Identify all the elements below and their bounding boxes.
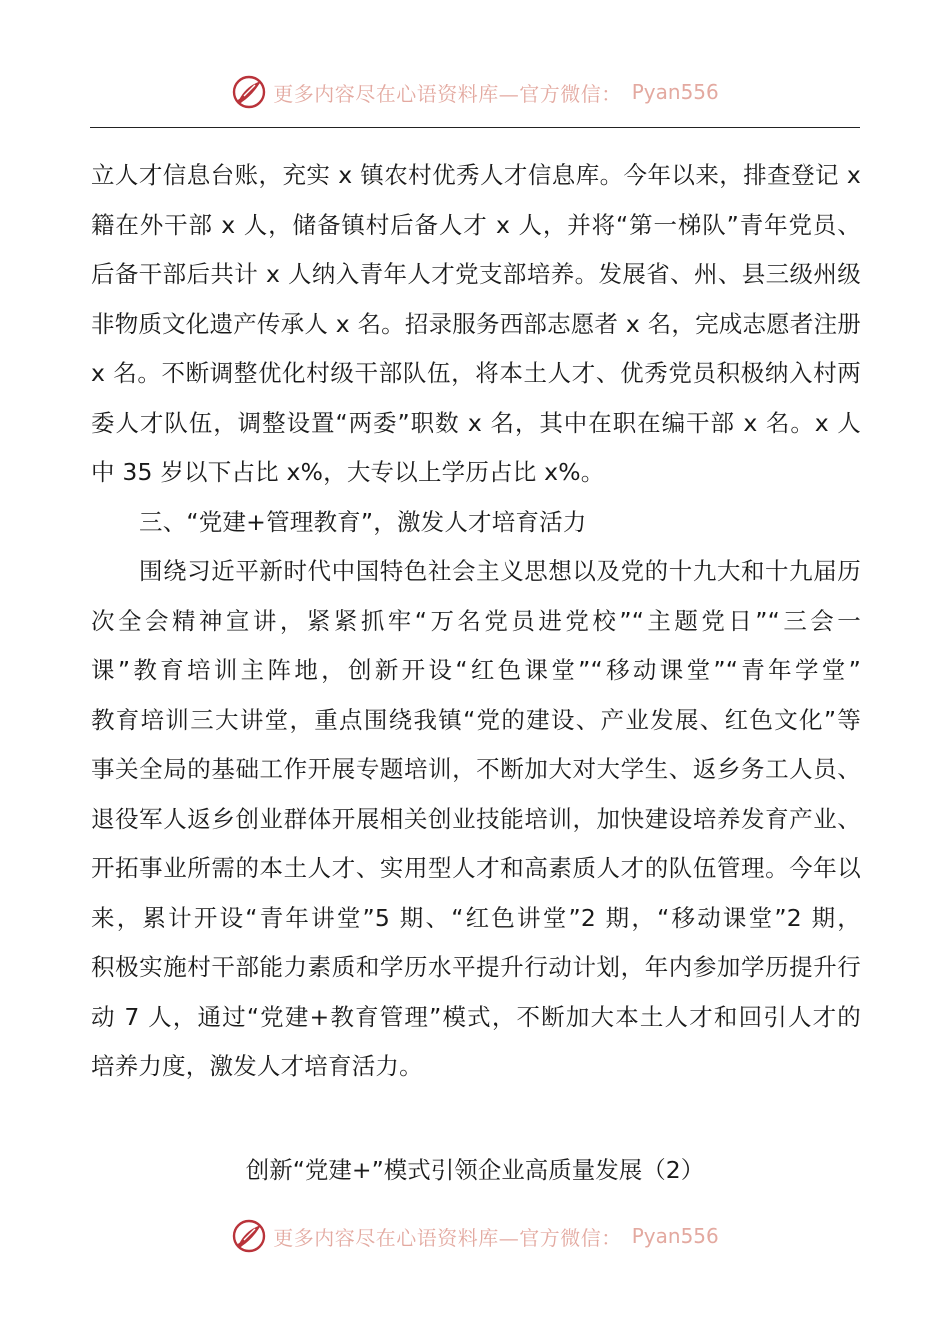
footer-watermark	[0, 1214, 950, 1258]
watermark-text: 更多内容尽在心语资料库—官方微信：	[273, 81, 622, 106]
body-line: 来，累计开设“青年讲堂”5 期、“红色讲堂”2 期，“移动课堂”2 期，	[91, 904, 861, 932]
watermark-wechat-id: Pyan556	[631, 80, 719, 104]
body-line: 教育培训三大讲堂，重点围绕我镇“党的建设、产业发展、红色文化”等	[91, 706, 861, 734]
next-article-title: 创新“党建+”模式引领企业高质量发展（2）	[245, 1156, 705, 1184]
body-line: 事关全局的基础工作开展专题培训，不断加大对大学生、返乡务工人员、	[91, 755, 861, 783]
body-line: 动 7 人，通过“党建+教育管理”模式，不断加大本土人才和回引人才的	[91, 1003, 861, 1031]
body-line: 中 35 岁以下占比 x%，大专以上学历占比 x%。	[91, 458, 605, 486]
body-line: 积极实施村干部能力素质和学历水平提升行动计划，年内参加学历提升行	[91, 953, 861, 981]
pen-nib-logo-icon	[231, 74, 267, 110]
watermark-text: 更多内容尽在心语资料库—官方微信：	[273, 1225, 622, 1250]
body-line: 课”教育培训主阵地，创新开设“红色课堂”“移动课堂”“青年学堂”	[91, 656, 861, 684]
body-line: 开拓事业所需的本土人才、实用型人才和高素质人才的队伍管理。今年以	[91, 854, 861, 882]
body-line: 后备干部后共计 x 人纳入青年人才党支部培养。发展省、州、县三级州级	[91, 260, 861, 288]
pen-nib-logo-icon	[231, 1218, 267, 1254]
body-line: 立人才信息台账，充实 x 镇农村优秀人才信息库。今年以来，排查登记 x	[91, 161, 861, 189]
header-divider	[90, 127, 860, 128]
section-heading: 三、“党建+管理教育”，激发人才培育活力	[139, 508, 587, 536]
body-line: 籍在外干部 x 人，储备镇村后备人才 x 人，并将“第一梯队”青年党员、	[91, 211, 861, 239]
body-line: 次全会精神宣讲，紧紧抓牢“万名党员进党校”“主题党日”“三会一	[91, 607, 861, 635]
watermark-wechat-id: Pyan556	[631, 1224, 719, 1248]
body-line: 围绕习近平新时代中国特色社会主义思想以及党的十九大和十九届历	[139, 557, 861, 585]
body-line: 委人才队伍，调整设置“两委”职数 x 名，其中在职在编干部 x 名。x 人	[91, 409, 861, 437]
body-line: 退役军人返乡创业群体开展相关创业技能培训，加快建设培养发育产业、	[91, 805, 861, 833]
body-line: 非物质文化遗产传承人 x 名。招录服务西部志愿者 x 名，完成志愿者注册	[91, 310, 861, 338]
header-watermark	[0, 70, 950, 114]
body-line: x 名。不断调整优化村级干部队伍，将本土人才、优秀党员积极纳入村两	[91, 359, 861, 387]
body-line: 培养力度，激发人才培育活力。	[91, 1052, 423, 1080]
